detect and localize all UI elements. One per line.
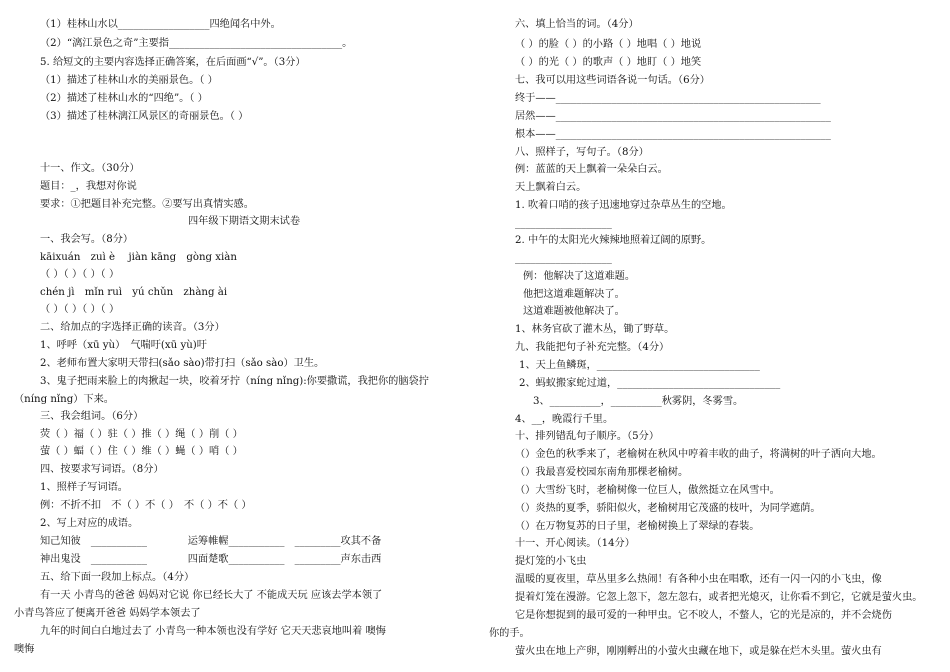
passage-line: 萤火虫在地上产卵，刚刚孵出的小萤火虫藏在地下，或是躲在烂木头里。萤火虫有 bbox=[515, 646, 882, 657]
text-line: 题目：_，我想对你说 bbox=[40, 181, 137, 192]
text-line: （）炎热的夏季，骄阳似火，老榆树用它茂盛的枝叶，为同学遮荫。 bbox=[515, 503, 821, 514]
text-line: 1、林务官砍了灌木丛，锄了野草。 bbox=[515, 324, 675, 335]
text-line: 这道难题被他解决了。 bbox=[523, 306, 625, 317]
text-line: 九年的时间白白地过去了 小青鸟一种本领也没有学好 它天天悲哀地叫着 噢悔 bbox=[40, 626, 386, 637]
text-line: 2、蚂蚁搬家蛇过道，________________________________ bbox=[519, 378, 781, 389]
text-line: 例：不折不扣 不（ ）不（ ） 不（ ）不（ ） bbox=[40, 500, 252, 511]
text-line: 1、照样子写词语。 bbox=[40, 482, 128, 493]
passage-line: 提着灯笼在漫游。它忽上忽下，忽左忽右，或者把光熄灭，让你看不到它，它就是萤火虫。 bbox=[515, 592, 923, 603]
text-line: 他把这道难题解决了。 bbox=[523, 289, 625, 300]
passage-line: 温暖的夏夜里，草丛里多么热闹！有各种小虫在唱歌，还有一闪一闪的小飞虫，像 bbox=[515, 574, 882, 585]
text-line: 要求：①把题目补充完整。②要写出真情实感。 bbox=[40, 199, 254, 210]
answer-blank: ___________________ bbox=[515, 253, 612, 264]
passage-line: 你的手。 bbox=[489, 628, 530, 639]
text-line: 荧（ ）福（ ）驻（ ）推（ ）绳（ ）削（ ） bbox=[40, 429, 243, 440]
pinyin-line: kāixuán zuì è jiàn kāng gòng xiàn bbox=[40, 252, 237, 263]
text-line: 小青鸟答应了便离开爸爸 妈妈学本领去了 bbox=[14, 608, 201, 619]
text-line: 噢悔 bbox=[14, 644, 35, 655]
pinyin-line: chén jì mǐn ruì yú chǔn zhàng ài bbox=[40, 287, 228, 298]
text-line: 3、__________，__________秋雾阴，冬雾雪。 bbox=[533, 396, 744, 407]
text-line: （）在万物复苏的日子里，老榆树换上了翠绿的春装。 bbox=[515, 521, 760, 532]
text-line: （níng nǐng）下来。 bbox=[14, 394, 114, 405]
text-line: 2、写上对应的成语。 bbox=[40, 518, 139, 529]
text-line: （1）桂林山水以__________________四绝闻名中外。 bbox=[40, 19, 281, 30]
text-line: 神出鬼没 ___________ 四面楚歌___________ _________声东击西 bbox=[40, 554, 382, 565]
section-heading: 七、我可以用这些词语各说一句话。（6分） bbox=[515, 75, 710, 86]
section-heading: 十一、开心阅读。（14分） bbox=[515, 538, 635, 549]
section-heading: 五、给下面一段加上标点。（4分） bbox=[40, 572, 195, 583]
text-line: 2、老师布置大家明天带扫(sǎo sào)带打扫（sǎo sào）卫生。 bbox=[40, 358, 325, 369]
text-line: 1、呼呼（xū yù） 气喘吁(xū yù)吁 bbox=[40, 340, 207, 351]
text-line: 天上飘着白云。 bbox=[515, 182, 587, 193]
section-heading: 六、填上恰当的词。（4分） bbox=[515, 19, 639, 30]
blank-line: （ ）（ ）（ ）（ ） bbox=[40, 269, 120, 280]
text-line: 萤（ ）蝠（ ）住（ ）维（ ）蝇（ ）哨（ ） bbox=[40, 446, 243, 457]
text-line: （）我最喜爱校园东南角那棵老榆树。 bbox=[515, 467, 689, 478]
passage-title: 提灯笼的小飞虫 bbox=[515, 556, 587, 567]
text-line: 知己知彼 ___________ 运筹帷幄___________ _________攻其不备 bbox=[40, 536, 382, 547]
text-line: 4、__，晚霞行千里。 bbox=[515, 414, 614, 425]
text-line: （2）“漓江景色之奇”主要指__________________________________。 bbox=[40, 38, 353, 49]
text-line: 根本——______________________________________________________ bbox=[515, 129, 831, 140]
text-line: 例：蓝蓝的天上飘着一朵朵白云。 bbox=[515, 164, 668, 175]
text-line: 例：他解决了这道难题。 bbox=[523, 271, 636, 282]
section-heading: 八、照样子，写句子。（8分） bbox=[515, 147, 649, 158]
text-line: 终于——____________________________________________________ bbox=[515, 93, 821, 104]
section-heading: 三、我会组词。（6分） bbox=[40, 411, 144, 422]
exam-title: 四年级下期语文期末试卷 bbox=[188, 216, 301, 227]
passage-line: 它是你想捉到的最可爱的一种甲虫。它不咬人，不螫人，它的光是凉的，并不会烧伤 bbox=[515, 610, 892, 621]
section-heading: 一、我会写。（8分） bbox=[40, 234, 134, 245]
section-heading: 九、我能把句子补充完整。（4分） bbox=[515, 342, 670, 353]
text-line: 5. 给短文的主要内容选择正确答案，在后面画“√”。（3分） bbox=[40, 57, 306, 68]
text-line: （3）描述了桂林漓江风景区的奇丽景色。（ ） bbox=[40, 111, 249, 122]
section-heading: 十、排列错乱句子顺序。（5分） bbox=[515, 431, 660, 442]
text-line: （2）描述了桂林山水的“四绝”。（ ） bbox=[40, 93, 208, 104]
text-line: 2. 中午的太阳光火辣辣地照着辽阔的原野。 bbox=[515, 235, 712, 246]
text-line: （ ）的脸（ ）的小路（ ）地唱（ ）地说 bbox=[515, 39, 702, 50]
text-line: （）大雪纷飞时，老榆树像一位巨人，傲然挺立在风雪中。 bbox=[515, 485, 780, 496]
text-line: 居然——______________________________________________________ bbox=[515, 111, 831, 122]
section-heading: 二、给加点的字选择正确的读音。（3分） bbox=[40, 322, 225, 333]
answer-blank: ___________________ bbox=[515, 218, 612, 229]
text-line: （1）描述了桂林山水的美丽景色。（ ） bbox=[40, 75, 218, 86]
text-line: （ ）的光（ ）的歌声（ ）地盯（ ）地笑 bbox=[515, 57, 702, 68]
text-line: 1、天上鱼鳞斑，________________________________ bbox=[519, 360, 760, 371]
text-line: 3、鬼子把雨来脸上的肉揪起一块，咬着牙拧（níng nǐng):你要撒谎，我把你的脑袋拧 bbox=[40, 376, 429, 387]
text-line: 有一天 小青鸟的爸爸 妈妈对它说 你已经长大了 不能成天玩 应该去学本领了 bbox=[40, 590, 383, 601]
section-heading: 四、按要求写词语。（8分） bbox=[40, 464, 164, 475]
text-line: 1. 吹着口哨的孩子迅速地穿过杂草丛生的空地。 bbox=[515, 200, 732, 211]
blank-line: （ ）（ ）（ ）（ ） bbox=[40, 304, 120, 315]
text-line: （）金色的秋季来了，老榆树在秋风中哼着丰收的曲子，将满树的叶子洒向大地。 bbox=[515, 449, 882, 460]
section-heading: 十一、作文。（30分） bbox=[40, 163, 140, 174]
